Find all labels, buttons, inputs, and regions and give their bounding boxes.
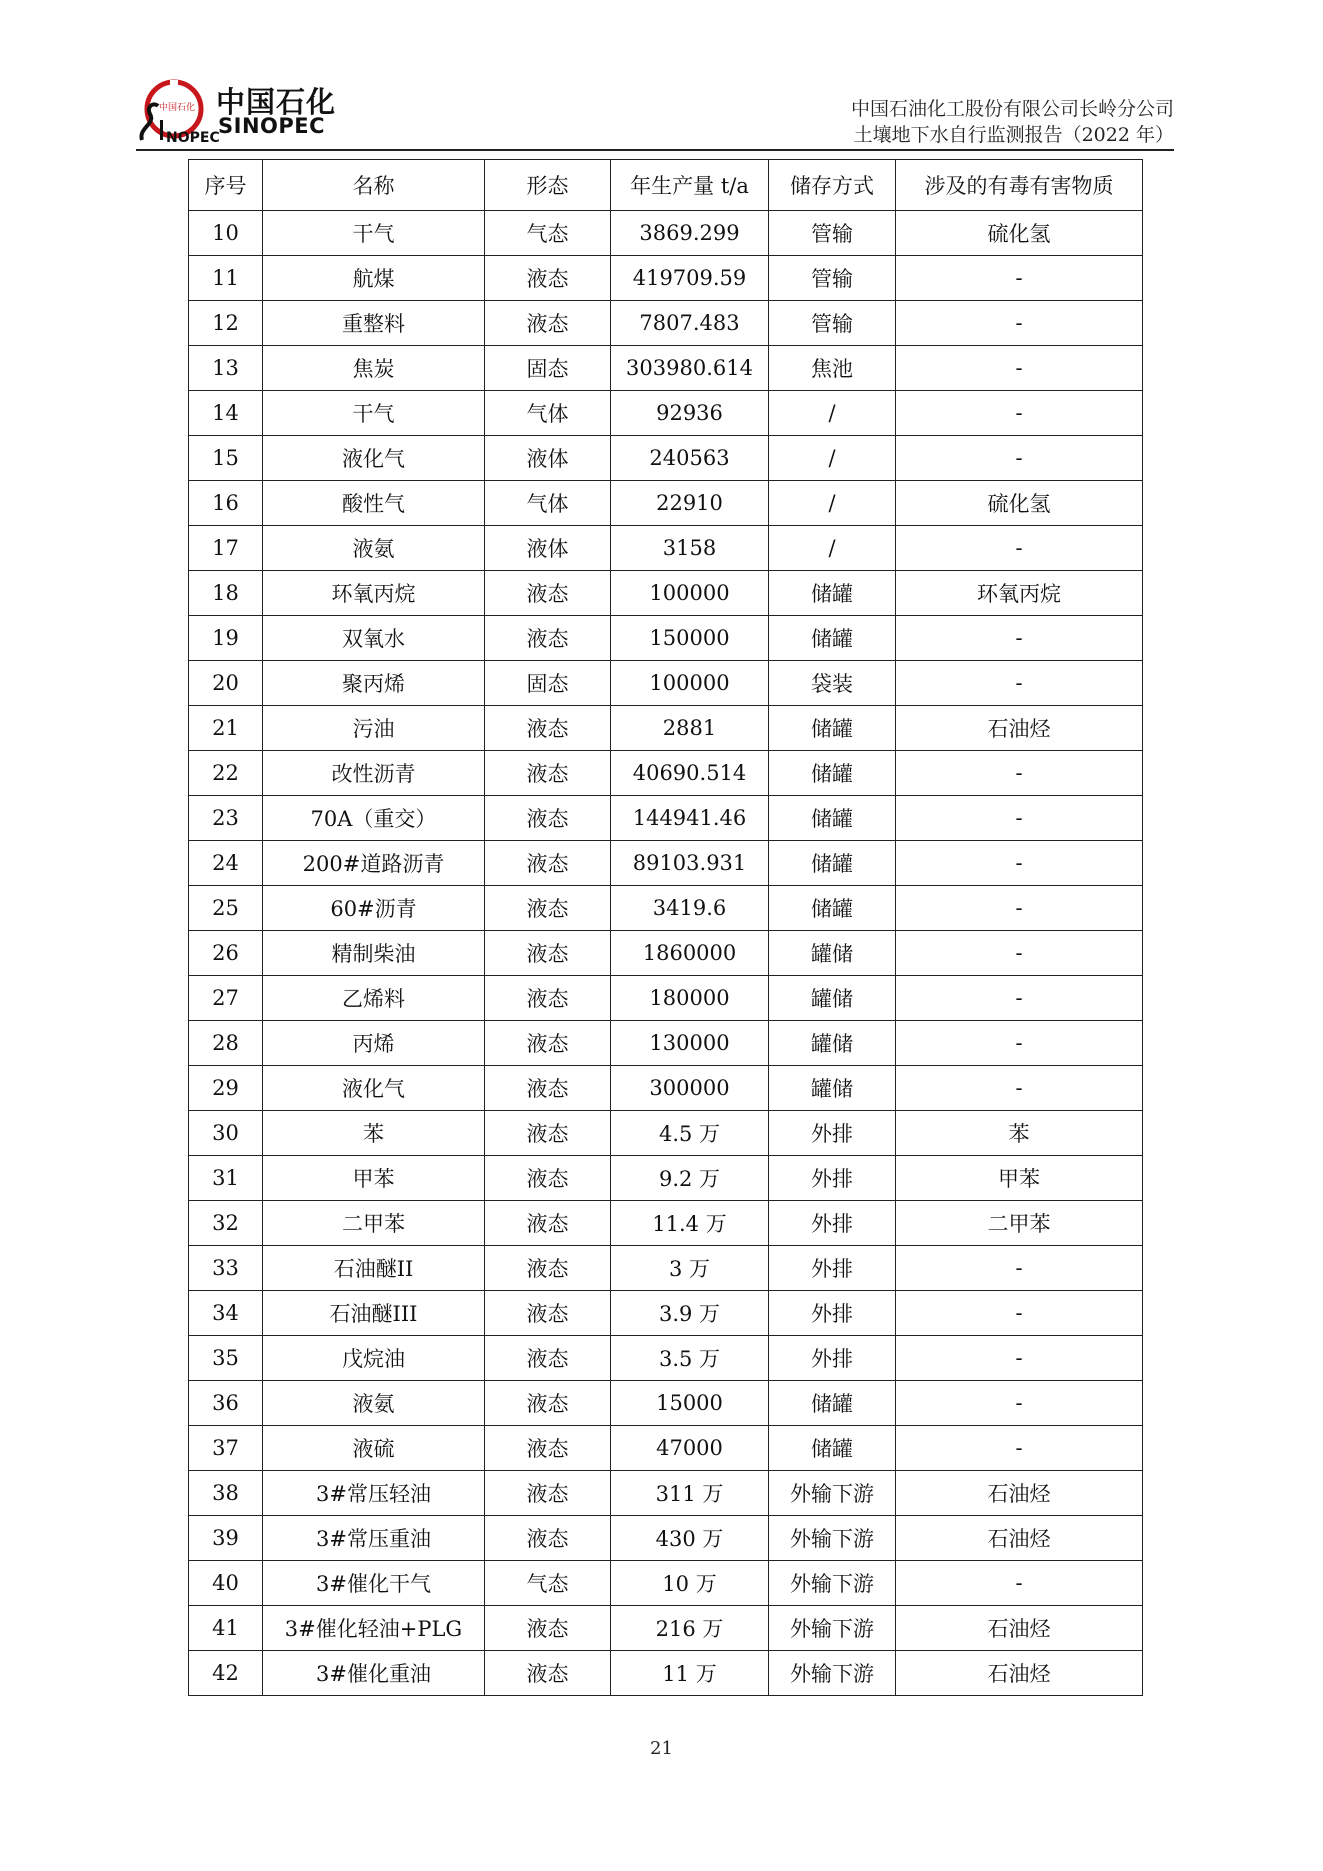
cell-storage: 外输下游 [769,1561,896,1606]
cell-name: 200#道路沥青 [263,841,485,886]
table-row [189,661,1143,706]
cell-index: 13 [189,346,263,391]
cell-index: 40 [189,1561,263,1606]
cell-toxic-substance: - [896,436,1143,481]
cell-index: 42 [189,1651,263,1696]
cell-toxic-substance: 硫化氢 [896,211,1143,256]
cell-annual-output: 150000 [611,616,769,661]
cell-annual-output: 216 万 [611,1606,769,1651]
cell-storage: 外输下游 [769,1651,896,1696]
col-toxic-substance-header: 涉及的有毒有害物质 [896,160,1143,211]
cell-toxic-substance: 石油烃 [896,706,1143,751]
cell-state: 液态 [485,886,611,931]
cell-name: 环氧丙烷 [263,571,485,616]
table-row [189,1651,1143,1696]
cell-name: 3#催化轻油+PLG [263,1606,485,1651]
company-name: 中国石油化工股份有限公司长岭分公司 [850,98,1174,120]
sinopec-logo-icon [136,76,220,146]
cell-toxic-substance: 石油烃 [896,1606,1143,1651]
cell-name: 航煤 [263,256,485,301]
cell-storage: / [769,436,896,481]
cell-state: 液态 [485,976,611,1021]
cell-name: 精制柴油 [263,931,485,976]
cell-index: 21 [189,706,263,751]
cell-state: 液体 [485,436,611,481]
table-body [189,211,1143,1696]
cell-name: 焦炭 [263,346,485,391]
cell-toxic-substance: 石油烃 [896,1471,1143,1516]
cell-index: 20 [189,661,263,706]
table-row [189,1606,1143,1651]
cell-state: 液态 [485,616,611,661]
cell-index: 28 [189,1021,263,1066]
cell-index: 24 [189,841,263,886]
cell-state: 液态 [485,256,611,301]
cell-name: 乙烯料 [263,976,485,1021]
cell-annual-output: 1860000 [611,931,769,976]
table-row [189,1156,1143,1201]
cell-name: 3#催化干气 [263,1561,485,1606]
cell-index: 41 [189,1606,263,1651]
cell-toxic-substance: - [896,751,1143,796]
cell-toxic-substance: - [896,886,1143,931]
cell-toxic-substance: - [896,1381,1143,1426]
table-row [189,1066,1143,1111]
cell-index: 32 [189,1201,263,1246]
cell-toxic-substance: - [896,841,1143,886]
cell-toxic-substance: 石油烃 [896,1516,1143,1561]
cell-annual-output: 144941.46 [611,796,769,841]
cell-index: 25 [189,886,263,931]
cell-state: 液体 [485,526,611,571]
cell-state: 液态 [485,796,611,841]
cell-index: 26 [189,931,263,976]
cell-state: 固态 [485,346,611,391]
cell-toxic-substance: - [896,391,1143,436]
cell-storage: / [769,391,896,436]
table-row [189,706,1143,751]
cell-index: 16 [189,481,263,526]
cell-index: 14 [189,391,263,436]
cell-annual-output: 9.2 万 [611,1156,769,1201]
cell-storage: 储罐 [769,796,896,841]
cell-annual-output: 100000 [611,571,769,616]
cell-name: 戊烷油 [263,1336,485,1381]
cell-state: 液态 [485,301,611,346]
table-row [189,1471,1143,1516]
cell-name: 重整料 [263,301,485,346]
cell-state: 液态 [485,1291,611,1336]
cell-index: 11 [189,256,263,301]
cell-storage: 储罐 [769,841,896,886]
cell-name: 液氨 [263,1381,485,1426]
table-row [189,1561,1143,1606]
cell-storage: 储罐 [769,886,896,931]
cell-index: 10 [189,211,263,256]
table-row [189,841,1143,886]
cell-storage: 储罐 [769,1426,896,1471]
table-row [189,211,1143,256]
cell-toxic-substance: - [896,1426,1143,1471]
cell-name: 液化气 [263,1066,485,1111]
cell-annual-output: 3869.299 [611,211,769,256]
cell-annual-output: 4.5 万 [611,1111,769,1156]
cell-name: 改性沥青 [263,751,485,796]
cell-index: 23 [189,796,263,841]
report-title: 土壤地下水自行监测报告（2022 年） [853,124,1174,146]
cell-annual-output: 3 万 [611,1246,769,1291]
cell-name: 污油 [263,706,485,751]
cell-index: 39 [189,1516,263,1561]
cell-index: 31 [189,1156,263,1201]
cell-storage: 外排 [769,1201,896,1246]
cell-annual-output: 303980.614 [611,346,769,391]
cell-storage: 罐储 [769,1066,896,1111]
cell-state: 液态 [485,571,611,616]
cell-annual-output: 92936 [611,391,769,436]
table-row [189,571,1143,616]
table-row [189,1021,1143,1066]
cell-storage: 储罐 [769,706,896,751]
cell-annual-output: 3.5 万 [611,1336,769,1381]
cell-state: 液态 [485,1201,611,1246]
table-row [189,1516,1143,1561]
cell-name: 聚丙烯 [263,661,485,706]
cell-name: 60#沥青 [263,886,485,931]
cell-toxic-substance: - [896,1291,1143,1336]
cell-state: 液态 [485,1066,611,1111]
table-row [189,1111,1143,1156]
cell-state: 液态 [485,931,611,976]
table-row [189,301,1143,346]
cell-annual-output: 240563 [611,436,769,481]
cell-annual-output: 430 万 [611,1516,769,1561]
table-row [189,886,1143,931]
cell-annual-output: 2881 [611,706,769,751]
cell-storage: 外排 [769,1111,896,1156]
cell-index: 27 [189,976,263,1021]
cell-toxic-substance: - [896,1336,1143,1381]
table-row [189,796,1143,841]
cell-storage: 外排 [769,1156,896,1201]
table-row [189,616,1143,661]
cell-storage: 储罐 [769,616,896,661]
cell-state: 气体 [485,481,611,526]
page-header [136,76,1174,150]
cell-state: 气体 [485,391,611,436]
cell-index: 34 [189,1291,263,1336]
cell-index: 38 [189,1471,263,1516]
cell-name: 70A（重交） [263,796,485,841]
cell-annual-output: 419709.59 [611,256,769,301]
cell-state: 液态 [485,751,611,796]
table-row [189,976,1143,1021]
cell-index: 29 [189,1066,263,1111]
cell-state: 液态 [485,1651,611,1696]
cell-state: 液态 [485,1336,611,1381]
cell-name: 液化气 [263,436,485,481]
cell-annual-output: 15000 [611,1381,769,1426]
cell-storage: 储罐 [769,1381,896,1426]
cell-state: 液态 [485,1471,611,1516]
table-row [189,481,1143,526]
cell-storage: / [769,481,896,526]
table-row [189,751,1143,796]
cell-annual-output: 11.4 万 [611,1201,769,1246]
cell-index: 12 [189,301,263,346]
cell-state: 固态 [485,661,611,706]
cell-state: 液态 [485,1606,611,1651]
col-index-header: 序号 [189,160,263,211]
col-storage-header: 储存方式 [769,160,896,211]
table-row [189,1246,1143,1291]
page-number: 21 [650,1738,673,1759]
table-row [189,1381,1143,1426]
cell-index: 22 [189,751,263,796]
cell-name: 石油醚II [263,1246,485,1291]
cell-name: 丙烯 [263,1021,485,1066]
cell-annual-output: 300000 [611,1066,769,1111]
cell-annual-output: 311 万 [611,1471,769,1516]
cell-state: 液态 [485,1111,611,1156]
cell-state: 气态 [485,1561,611,1606]
cell-storage: 外排 [769,1336,896,1381]
table-row [189,346,1143,391]
cell-storage: 储罐 [769,571,896,616]
cell-annual-output: 100000 [611,661,769,706]
cell-toxic-substance: - [896,1021,1143,1066]
cell-name: 甲苯 [263,1156,485,1201]
cell-annual-output: 3419.6 [611,886,769,931]
cell-name: 液氨 [263,526,485,571]
cell-name: 3#催化重油 [263,1651,485,1696]
substances-table [188,159,1143,1696]
cell-state: 液态 [485,841,611,886]
cell-index: 36 [189,1381,263,1426]
cell-state: 液态 [485,1426,611,1471]
cell-toxic-substance: - [896,526,1143,571]
table-row [189,931,1143,976]
cell-index: 17 [189,526,263,571]
cell-state: 气态 [485,211,611,256]
cell-storage: 袋装 [769,661,896,706]
cell-index: 37 [189,1426,263,1471]
cell-annual-output: 180000 [611,976,769,1021]
cell-toxic-substance: - [896,1561,1143,1606]
cell-toxic-substance: - [896,256,1143,301]
cell-toxic-substance: 苯 [896,1111,1143,1156]
cell-name: 苯 [263,1111,485,1156]
cell-name: 双氧水 [263,616,485,661]
cell-index: 19 [189,616,263,661]
table-header-row [189,160,1143,211]
cell-annual-output: 3.9 万 [611,1291,769,1336]
cell-storage: 罐储 [769,931,896,976]
cell-index: 18 [189,571,263,616]
cell-storage: 外输下游 [769,1516,896,1561]
cell-storage: 焦池 [769,346,896,391]
cell-state: 液态 [485,1381,611,1426]
table-row [189,1291,1143,1336]
col-state-header: 形态 [485,160,611,211]
cell-name: 干气 [263,211,485,256]
cell-index: 30 [189,1111,263,1156]
logo-english-name: SINOPEC [218,114,326,138]
cell-state: 液态 [485,706,611,751]
cell-annual-output: 11 万 [611,1651,769,1696]
header-rule [136,149,1174,151]
cell-toxic-substance: - [896,616,1143,661]
cell-toxic-substance: 石油烃 [896,1651,1143,1696]
cell-state: 液态 [485,1156,611,1201]
cell-toxic-substance: - [896,301,1143,346]
cell-state: 液态 [485,1021,611,1066]
cell-annual-output: 7807.483 [611,301,769,346]
cell-name: 二甲苯 [263,1201,485,1246]
cell-toxic-substance: - [896,346,1143,391]
cell-name: 3#常压重油 [263,1516,485,1561]
cell-index: 15 [189,436,263,481]
cell-annual-output: 10 万 [611,1561,769,1606]
table-row [189,1336,1143,1381]
cell-name: 干气 [263,391,485,436]
cell-annual-output: 40690.514 [611,751,769,796]
cell-toxic-substance: 硫化氢 [896,481,1143,526]
cell-storage: 外排 [769,1246,896,1291]
cell-toxic-substance: 环氧丙烷 [896,571,1143,616]
cell-storage: 外输下游 [769,1606,896,1651]
cell-storage: 外排 [769,1291,896,1336]
cell-annual-output: 22910 [611,481,769,526]
cell-annual-output: 89103.931 [611,841,769,886]
logo-chinese-name: 中国石化 [216,85,337,119]
cell-storage: 管输 [769,256,896,301]
cell-storage: 管输 [769,211,896,256]
col-annual-output-header: 年生产量 t/a [611,160,769,211]
cell-storage: 管输 [769,301,896,346]
cell-toxic-substance: - [896,976,1143,1021]
cell-toxic-substance: - [896,1066,1143,1111]
cell-index: 35 [189,1336,263,1381]
cell-storage: / [769,526,896,571]
cell-name: 液硫 [263,1426,485,1471]
table-row [189,436,1143,481]
cell-name: 石油醚III [263,1291,485,1336]
svg-text:NOPEC: NOPEC [166,130,220,146]
cell-storage: 罐储 [769,976,896,1021]
table-row [189,526,1143,571]
cell-toxic-substance: 甲苯 [896,1156,1143,1201]
cell-state: 液态 [485,1516,611,1561]
cell-storage: 储罐 [769,751,896,796]
cell-annual-output: 130000 [611,1021,769,1066]
svg-text:中国石化: 中国石化 [158,103,196,113]
table-row [189,1426,1143,1471]
col-name-header: 名称 [263,160,485,211]
cell-name: 3#常压轻油 [263,1471,485,1516]
cell-toxic-substance: - [896,1246,1143,1291]
table-row [189,256,1143,301]
cell-annual-output: 3158 [611,526,769,571]
cell-name: 酸性气 [263,481,485,526]
cell-toxic-substance: - [896,796,1143,841]
cell-annual-output: 47000 [611,1426,769,1471]
cell-index: 33 [189,1246,263,1291]
table-row [189,1201,1143,1246]
cell-storage: 外输下游 [769,1471,896,1516]
cell-toxic-substance: - [896,931,1143,976]
cell-state: 液态 [485,1246,611,1291]
table-row [189,391,1143,436]
cell-toxic-substance: 二甲苯 [896,1201,1143,1246]
cell-toxic-substance: - [896,661,1143,706]
cell-storage: 罐储 [769,1021,896,1066]
